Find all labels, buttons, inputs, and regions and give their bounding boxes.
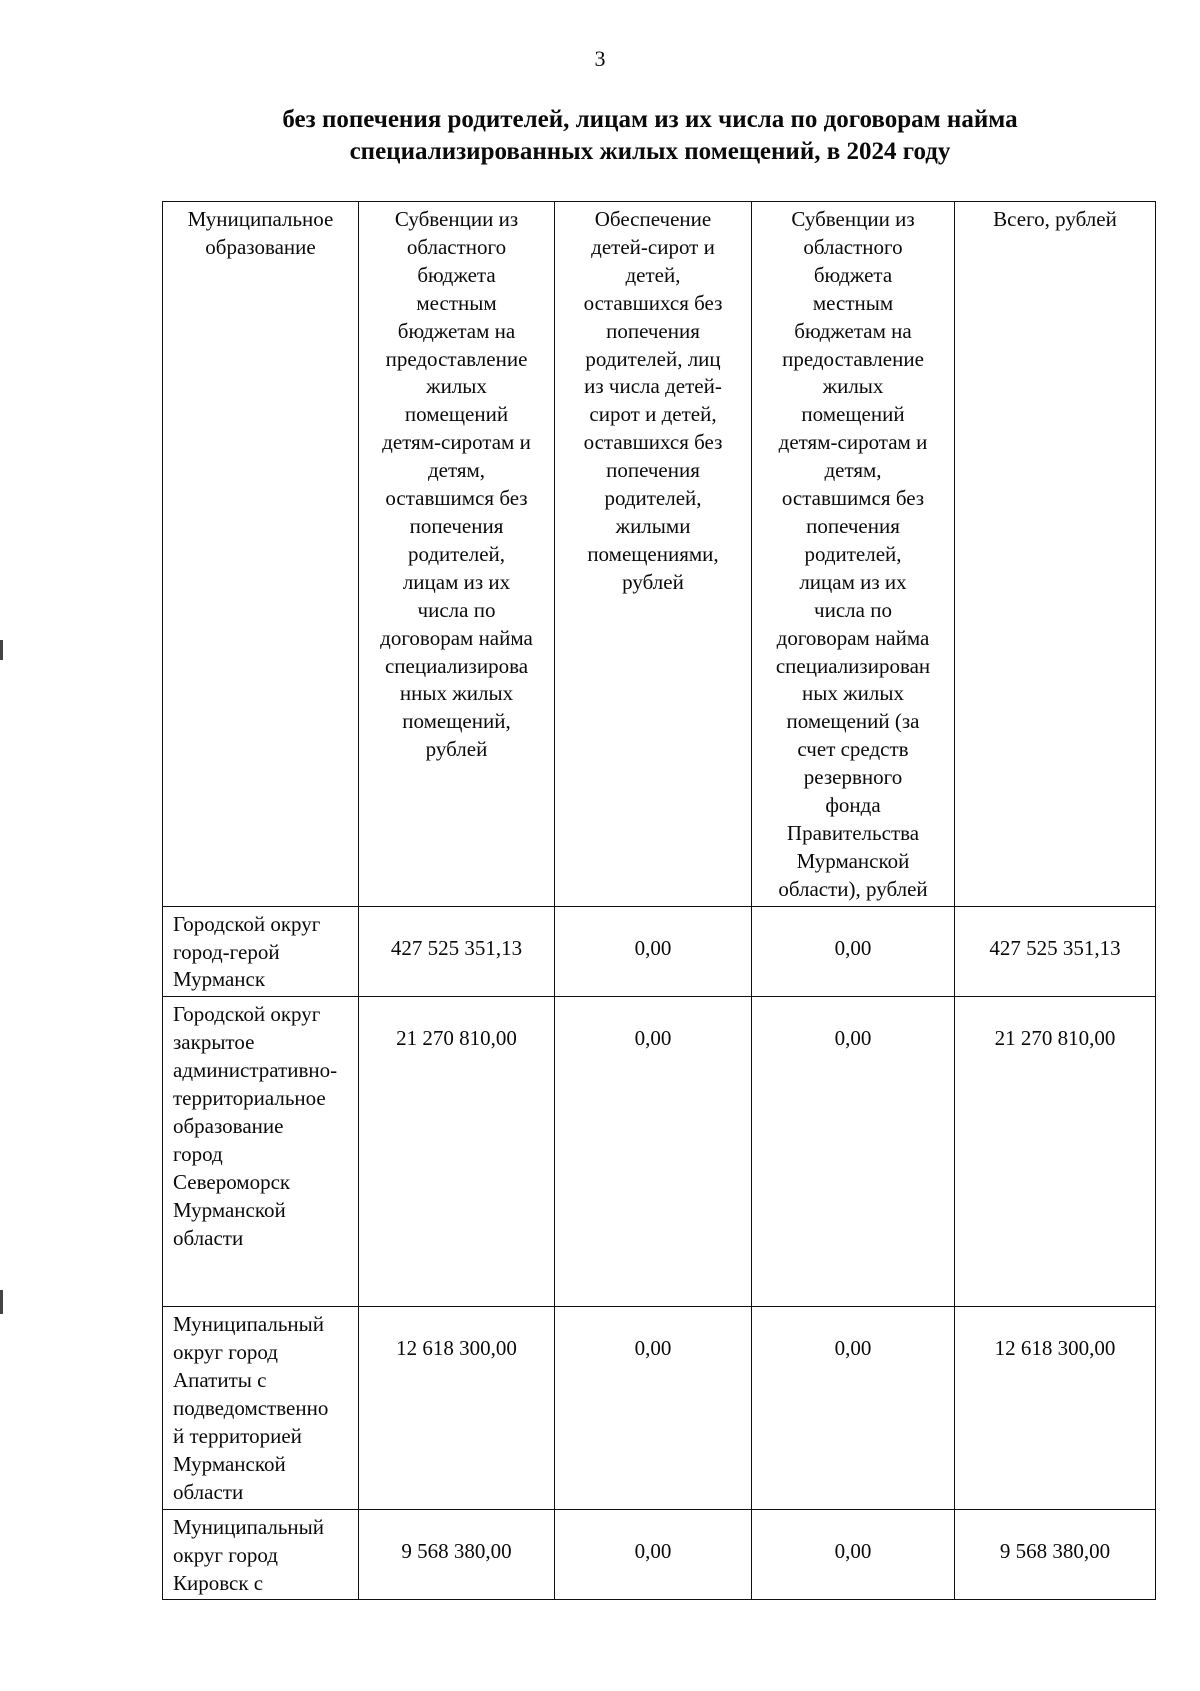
document-title-line-1: без попечения родителей, лицам из их числа по договорам найма bbox=[282, 106, 1018, 133]
provision-cell: 0,00 bbox=[555, 906, 752, 997]
subvention-cell: 21 270 810,00 bbox=[359, 997, 555, 1307]
header-municipality: Муниципальное образование bbox=[163, 202, 359, 907]
table-row bbox=[163, 1307, 1156, 1509]
subvention-table bbox=[162, 201, 1156, 1600]
provision-cell: 0,00 bbox=[555, 1509, 752, 1600]
total-cell: 21 270 810,00 bbox=[955, 997, 1156, 1307]
reserve-subvention-cell: 0,00 bbox=[752, 1307, 955, 1509]
header-total: Всего, рублей bbox=[955, 202, 1156, 907]
municipality-cell: Городской округ город-герой Мурманск bbox=[163, 906, 359, 997]
page-number: 3 bbox=[594, 46, 606, 71]
table-header-row bbox=[163, 202, 1156, 907]
provision-cell: 0,00 bbox=[555, 1307, 752, 1509]
total-cell: 427 525 351,13 bbox=[955, 906, 1156, 997]
header-reserve-subvention: Субвенции из областного бюджета местным бюджетам на предоставление жилых помещений детям-сиротам и детям, оставшимся без попечения родителей, лицам из их числа по договорам найма специализирован ных жилых помещений (за счет средств резервного фонда Правительства Мурманской области), рублей bbox=[752, 202, 955, 907]
header-provision: Обеспечение детей-сирот и детей, оставшихся без попечения родителей, лиц из числа детей- сирот и детей, оставшихся без попечения родителей, жилыми помещениями, рублей bbox=[555, 202, 752, 907]
reserve-subvention-cell: 0,00 bbox=[752, 1509, 955, 1600]
document-title-line-2: специализированных жилых помещений, в 2024 году bbox=[349, 138, 951, 165]
subvention-cell: 427 525 351,13 bbox=[359, 906, 555, 997]
table-row bbox=[163, 997, 1156, 1307]
subvention-cell: 12 618 300,00 bbox=[359, 1307, 555, 1509]
header-subvention: Субвенции из областного бюджета местным бюджетам на предоставление жилых помещений детям-сиротам и детям, оставшимся без попечения родителей, лицам из их числа по договорам найма специализирова нных жилых помещений, рублей bbox=[359, 202, 555, 907]
scan-edge-mark bbox=[0, 1290, 3, 1314]
table-row bbox=[163, 906, 1156, 997]
total-cell: 12 618 300,00 bbox=[955, 1307, 1156, 1509]
table-row bbox=[163, 1509, 1156, 1600]
provision-cell: 0,00 bbox=[555, 997, 752, 1307]
document-title bbox=[150, 104, 1150, 168]
municipality-cell: Муниципальный округ город Кировск с bbox=[163, 1509, 359, 1600]
scan-edge-mark bbox=[0, 640, 3, 660]
reserve-subvention-cell: 0,00 bbox=[752, 906, 955, 997]
municipality-cell: Городской округ закрытое административно- территориальное образование город Североморск Мурманской области bbox=[163, 997, 359, 1307]
subvention-cell: 9 568 380,00 bbox=[359, 1509, 555, 1600]
reserve-subvention-cell: 0,00 bbox=[752, 997, 955, 1307]
municipality-cell: Муниципальный округ город Апатиты с подведомственно й территорией Мурманской области bbox=[163, 1307, 359, 1509]
total-cell: 9 568 380,00 bbox=[955, 1509, 1156, 1600]
